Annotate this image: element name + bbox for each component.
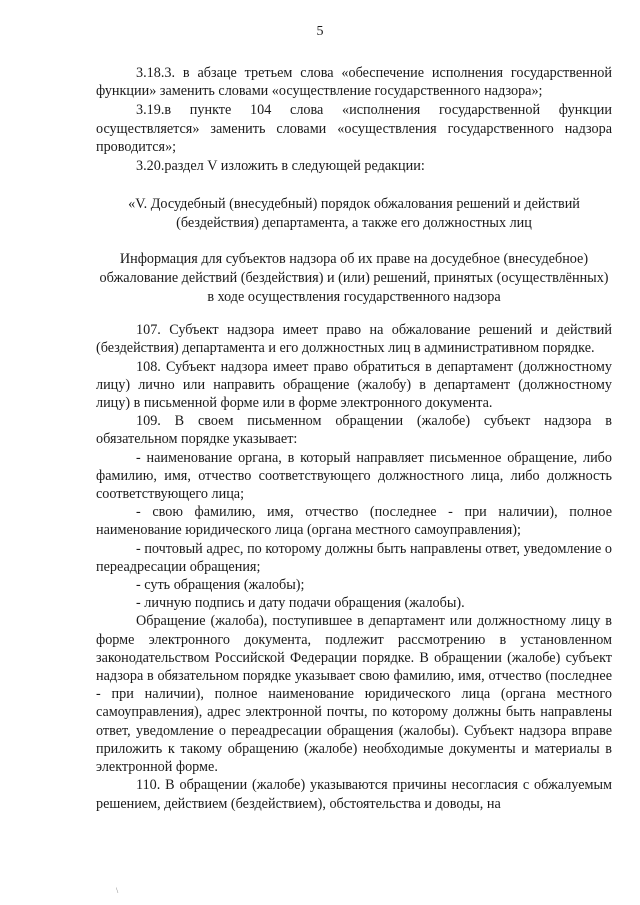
page-number: 5 [316, 24, 324, 39]
sub-title: Информация для субъектов надзора об их праве на досудебное (внесудебное) обжалование действий (бездействия) и (или) решений, принятых (осуществлённых) в ходе осуществления государственного надзора [99, 251, 609, 306]
document-body [96, 64, 612, 813]
list-item-address: - почтовый адрес, по которому должны быть направлены ответ, уведомление о переадресации обращения; [96, 540, 612, 575]
section-title: «V. Досудебный (внесудебный) порядок обжалования решений и действий (бездействия) департамента, а также его должностных лиц [128, 196, 580, 231]
paragraph-3-19: 3.19.в пункте 104 слова «исполнения государственной функции осуществляется» заменить словами «осуществления государственного надзора проводится»; [96, 102, 612, 155]
scan-mark: \ [116, 886, 119, 895]
list-item-signature: - личную подпись и дату подачи обращения (жалобы). [136, 595, 465, 612]
list-item-essence: - суть обращения (жалобы); [136, 577, 305, 594]
list-item-name: - свою фамилию, имя, отчество (последнее - при наличии), полное наименование юридического лица (органа местного самоуправления); [96, 504, 612, 539]
paragraph-electronic: Обращение (жалоба), поступившее в департамент или должностному лицу в форме электронного документа, подлежит рассмотрению в установленном законодательством Российской Федерации порядке. В обращении (жалобе) субъект надзора в обязательном порядке указывает свою фамилию, имя, отчество (последнее - при наличии), полное наименование юридического лица (органа местного самоуправления), адрес электронной почты, по которому должны быть направлены ответ, уведомление о переадресации обращения (жалобы). Субъект надзора вправе приложить к такому обращению (жалобе) необходимые документы и материалы в электронной форме. [96, 613, 612, 776]
paragraph-110: 110. В обращении (жалобе) указываются причины несогласия с обжалуемым решением, действием (бездействием), обстоятельства и доводы, на [96, 777, 612, 812]
paragraph-107: 107. Субъект надзора имеет право на обжалование решений и действий (бездействия) департамента и его должностных лиц в административном порядке. [96, 322, 612, 357]
paragraph-108: 108. Субъект надзора имеет право обратиться в департамент (должностному лицу) лично или направить обращение (жалобу) в департамент (должностному лицу) в письменной форме или в форме электронного документа. [96, 358, 612, 412]
list-item-organ: - наименование органа, в который направляет письменное обращение, либо фамилию, имя, отчество соответствующего должностного лица, либо должность соответствующего лица; [96, 449, 612, 503]
paragraph-3-20: 3.20.раздел V изложить в следующей редакции: [136, 158, 425, 175]
paragraph-109: 109. В своем письменном обращении (жалобе) субъект надзора в обязательном порядке указывает: [96, 413, 612, 448]
paragraph-3-18-3: 3.18.3. в абзаце третьем слова «обеспечение исполнения государственной функции» заменить словами «осуществление государственного надзора»; [96, 65, 612, 100]
